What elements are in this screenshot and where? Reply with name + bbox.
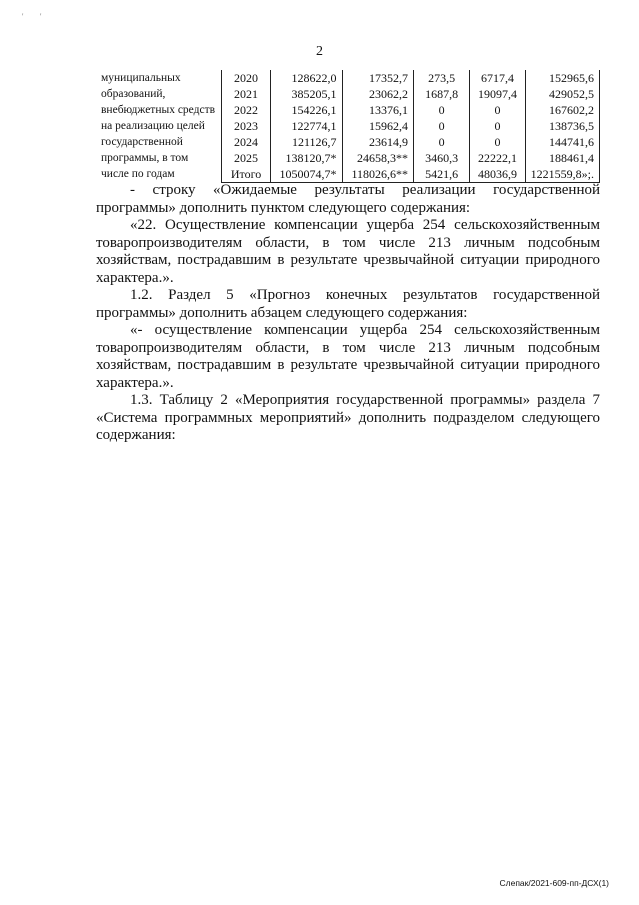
value-cell: 0 [470,134,525,150]
corner-mark: ' [22,12,24,21]
value-cell: 0 [470,118,525,134]
value-cell: 23614,9 [342,134,413,150]
paragraph: 1.2. Раздел 5 «Прогноз конечных результатов государственной программы» дополнить абзацем следующего содержания: [96,287,600,321]
total-cell: 1221559,8»;. [525,166,599,183]
value-cell: 15962,4 [342,118,413,134]
value-cell: 118026,6** [342,166,413,183]
paragraph: 1.3. Таблицу 2 «Мероприятия государственной программы» раздела 7 «Система программных мероприятий» дополнить подразделом следующего содержания: [96,392,600,443]
value-cell: 0 [470,102,525,118]
row-label: муниципальных образований, внебюджетных средств на реализацию целей государственной программы, в том числе по годам [96,70,222,183]
value-cell: 385205,1 [271,86,343,102]
year-cell: 2021 [222,86,271,102]
value-cell: 5421,6 [414,166,470,183]
document-body [96,182,600,445]
value-cell: 3460,3 [414,150,470,166]
document-code: Слепак/2021-609-пп-ДСХ(1) [499,878,609,888]
year-cell: Итого [222,166,271,183]
value-cell: 121126,7 [271,134,343,150]
total-cell: 144741,6 [525,134,599,150]
value-cell: 122774,1 [271,118,343,134]
paragraph: - строку «Ожидаемые результаты реализации государственной программы» дополнить пунктом следующего содержания: [96,182,600,216]
value-cell: 138120,7* [271,150,343,166]
paragraph: «22. Осуществление компенсации ущерба 254 сельскохозяйственным товаропроизводителям области, в том числе 213 личным подсобным хозяйствам, пострадавшим в результате чрезвычайной ситуации природного характера.». [96,217,600,286]
value-cell: 24658,3** [342,150,413,166]
financing-table [96,70,600,183]
value-cell: 19097,4 [470,86,525,102]
corner-mark: ' [40,12,42,21]
value-cell: 23062,2 [342,86,413,102]
value-cell: 154226,1 [271,102,343,118]
table-row [96,70,600,86]
total-cell: 152965,6 [525,70,599,86]
value-cell: 1687,8 [414,86,470,102]
year-cell: 2025 [222,150,271,166]
value-cell: 1050074,7* [271,166,343,183]
total-cell: 429052,5 [525,86,599,102]
year-cell: 2023 [222,118,271,134]
paragraph: «- осуществление компенсации ущерба 254 сельскохозяйственным товаропроизводителям области, в том числе 213 личным подсобным хозяйствам, пострадавшим в результате чрезвычайной ситуации природного характера.». [96,322,600,391]
year-cell: 2024 [222,134,271,150]
year-cell: 2022 [222,102,271,118]
value-cell: 0 [414,102,470,118]
value-cell: 13376,1 [342,102,413,118]
value-cell: 273,5 [414,70,470,86]
value-cell: 48036,9 [470,166,525,183]
value-cell: 0 [414,134,470,150]
total-cell: 188461,4 [525,150,599,166]
year-cell: 2020 [222,70,271,86]
value-cell: 0 [414,118,470,134]
value-cell: 22222,1 [470,150,525,166]
value-cell: 17352,7 [342,70,413,86]
value-cell: 6717,4 [470,70,525,86]
total-cell: 167602,2 [525,102,599,118]
page-number: 2 [316,44,323,59]
total-cell: 138736,5 [525,118,599,134]
value-cell: 128622,0 [271,70,343,86]
